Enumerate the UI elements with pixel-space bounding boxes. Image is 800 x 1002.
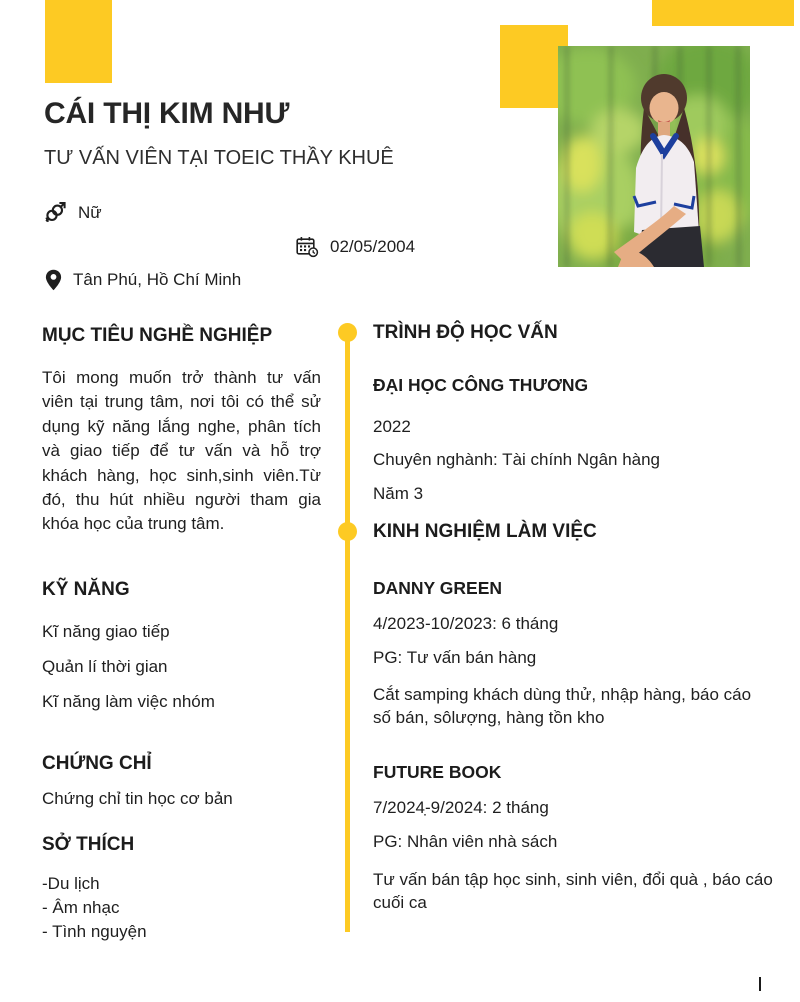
person-job-title: TƯ VẤN VIÊN TẠI TOEIC THẦY KHUÊ	[44, 147, 394, 169]
education-year: 2022	[373, 417, 411, 436]
experience-period: 7/2024-̣9/2024: 2 tháng	[373, 798, 549, 817]
skill-item: Kĩ năng giao tiếp	[42, 622, 170, 641]
hobbies-heading: SỞ THÍCH	[42, 834, 135, 855]
experience-description: Cắt samping khách dùng thử, nhập hàng, báo cáo số bán, sôlượng, hàng tồn kho	[373, 685, 752, 727]
experience-company: FUTURE BOOK	[373, 762, 502, 782]
skills-heading: KỸ NĂNG	[42, 579, 130, 600]
address-row	[45, 269, 241, 291]
timeline-dot-experience	[338, 522, 357, 541]
education-school: ĐẠI HỌC CÔNG THƯƠNG	[373, 375, 589, 395]
objective-text: Tôi mong muốn trở thành tư vấn viên tại trung tâm, nơi tôi có thể sử dụng kỹ năng lắng nghe, phân tích và giao tiếp để tư vấn và hỗ trợ khách hàng, học sinh,sinh viên.Từ đó, thu hút nhiều người tham gia khóa học của trung tâm.	[42, 368, 321, 534]
education-heading: TRÌNH ĐỘ HỌC VẤN	[373, 322, 558, 343]
hobby-item: -Du lịch	[42, 874, 100, 893]
skill-item: Kĩ năng làm việc nhóm	[42, 692, 215, 711]
experience-heading: KINH NGHIỆM LÀM VIỆC	[373, 521, 597, 542]
text-cursor-artifact	[759, 977, 761, 991]
timeline-dot-education	[338, 323, 357, 342]
experience-description: Tư vấn bán tập học sinh, sinh viên, đổi quà , báo cáo cuối ca	[373, 870, 773, 912]
person-name: CÁI THỊ KIM NHƯ	[44, 97, 290, 130]
experience-role: PG: Nhân viên nhà sách	[373, 832, 558, 851]
address-value: Tân Phú, Hồ Chí Minh	[73, 270, 242, 289]
education-major: Chuyên nghành: Tài chính Ngân hàng	[373, 450, 661, 469]
decor-rect-top-right	[652, 0, 794, 26]
objective-heading: MỤC TIÊU NGHỀ NGHIỆP	[42, 325, 273, 346]
hobby-item: - Tình nguyện	[42, 922, 147, 941]
education-level: Năm 3	[373, 484, 424, 503]
certificate-item: Chứng chỉ tin học cơ bản	[42, 789, 233, 808]
experience-role: PG: Tư vấn bán hàng	[373, 648, 537, 667]
calendar-icon	[296, 236, 319, 258]
location-pin-icon	[45, 269, 62, 291]
birthday-value: 02/05/2004	[330, 237, 416, 256]
experience-company: DANNY GREEN	[373, 578, 503, 598]
timeline-line	[345, 333, 350, 932]
profile-photo	[558, 46, 750, 267]
gender-row	[43, 201, 102, 225]
hobby-item: - Âm nhạc	[42, 898, 120, 917]
certificates-heading: CHỨNG CHỈ	[42, 753, 152, 774]
experience-period: 4/2023-10/2023: 6 tháng	[373, 614, 559, 633]
decor-rect-top-left	[45, 0, 112, 83]
gender-value: Nữ	[78, 203, 102, 222]
birthday-row	[296, 236, 415, 258]
skill-item: Quản lí thời gian	[42, 657, 168, 676]
gender-icon	[43, 201, 67, 225]
